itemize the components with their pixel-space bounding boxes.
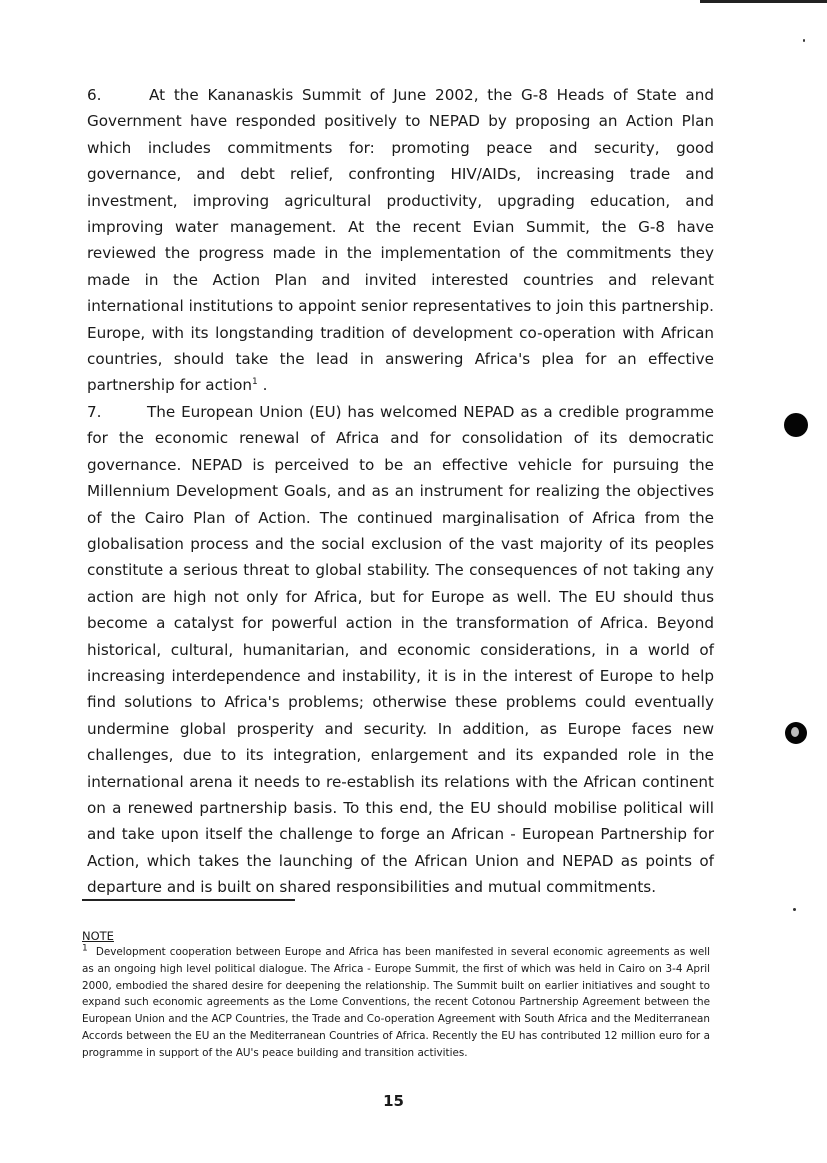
scan-speck xyxy=(803,39,805,42)
footnote-text xyxy=(82,944,710,1062)
page-number: 15 xyxy=(383,1092,404,1110)
footnote-body: Development cooperation between Europe and Africa has been manifested in several economic agreements as well as an ongoing high level political dialogue. The Africa - Europe Summit, the first of which was held in Cairo on 3-4 April 2000, embodied the shared desire for deepening the relationship. The Summit built on earlier initiatives and sought to expand such economic agreements as the Lome Conventions, the recent Cotonou Partnership Agreement between the European Union and the ACP Countries, the Trade and Co-operation Agreement with South Africa and the Mediterranean Accords between the EU an the Mediterranean Countries of Africa. Recently the EU has contributed 12 million euro for a programme in support of the AU's peace building and transition activities. xyxy=(82,946,710,1059)
footnote-reference: 1 xyxy=(252,377,258,388)
paragraph-text: At the Kananaskis Summit of June 2002, the G-8 Heads of State and Government have responded positively to NEPAD by proposing an Action Plan which includes commitments for: promoting peace and security, good governance, and debt relief, confronting HIV/AIDs, increasing trade and investment, improving agricultural productivity, upgrading education, and improving water management. At the recent Evian Summit, the G-8 have reviewed the progress made in the implementation of the commitments they made in the Action Plan and invited interested countries and relevant international institutions to appoint senior representatives to join this partnership. Europe, with its longstanding tradition of development co-operation with African countries, should take the lead in answering Africa's plea for an effective partnership for action xyxy=(87,86,714,395)
paragraph-number: 7. xyxy=(87,402,102,421)
punch-hole xyxy=(784,413,808,437)
footnote-divider xyxy=(82,899,295,901)
punch-hole xyxy=(785,722,807,744)
note-heading: NOTE xyxy=(82,929,114,943)
footnote-marker: 1 xyxy=(82,943,88,954)
paragraph-number: 6. xyxy=(87,86,102,104)
paragraph-7 xyxy=(87,399,714,901)
scan-edge-line xyxy=(700,0,827,3)
paragraph-text: The European Union (EU) has welcomed NEPAD as a credible programme for the economic renewal of Africa and for consolidation of its democratic governance. NEPAD is perceived to be an effective vehicle for pursuing the Millennium Development Goals, and as an instrument for realizing the objectives of the Cairo Plan of Action. The continued marginalisation of Africa from the globalisation process and the social exclusion of the vast majority of its peoples constitute a serious threat to global stability. The consequences of not taking any action are high not only for Africa, but for Europe as well. The EU should thus become a catalyst for powerful action in the transformation of Africa. Beyond historical, cultural, humanitarian, and economic considerations, in a world of increasing interdependence and instability, it is in the interest of Europe to help find solutions to Africa's problems; otherwise these problems could eventually undermine global prosperity and security. In addition, as Europe faces new challenges, due to its integration, enlargement and its expanded role in the international arena it needs to re-establish its relations with the African continent on a renewed partnership basis. To this end, the EU should mobilise political will and take upon itself the challenge to forge an African - European Partnership for Action, which takes the launching of the African Union and NEPAD as points of departure and is built on shared responsibilities and mutual commitments. xyxy=(87,402,714,897)
paragraph-tail: . xyxy=(257,376,268,395)
scan-speck xyxy=(793,908,796,911)
body-text xyxy=(87,82,714,901)
paragraph-6 xyxy=(87,82,714,399)
